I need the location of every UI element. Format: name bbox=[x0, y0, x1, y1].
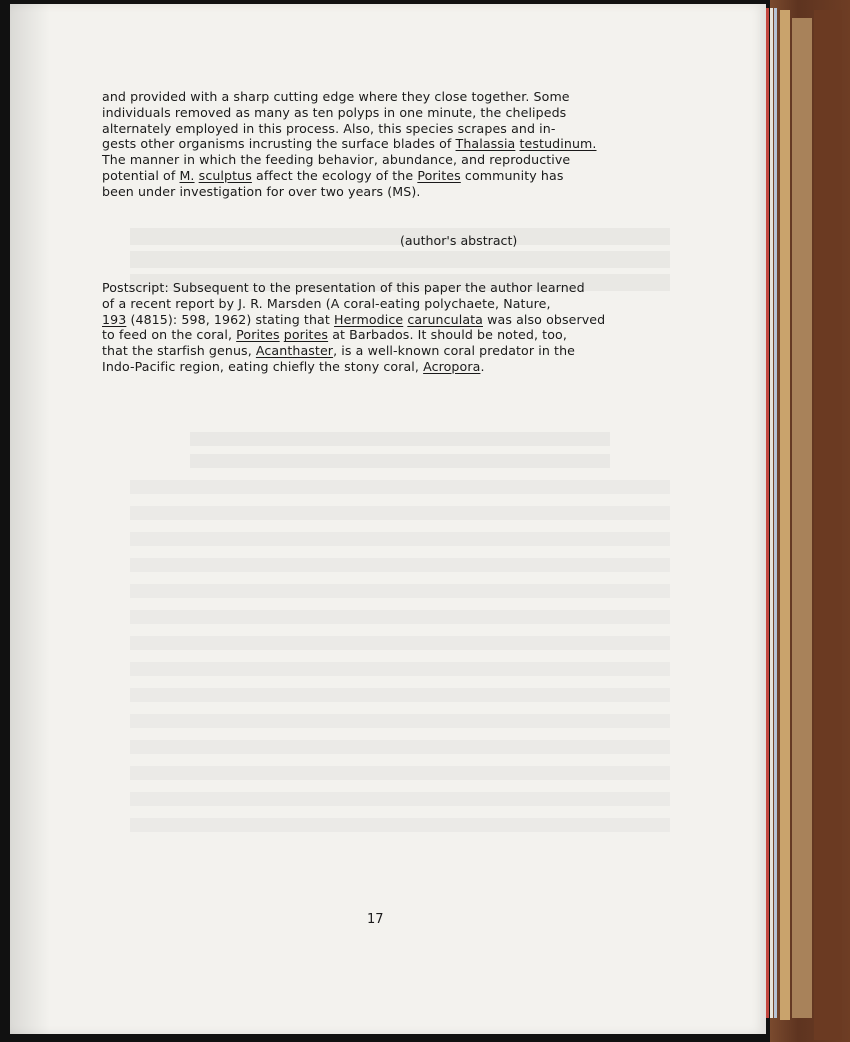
text-line: individuals removed as many as ten polyps in one minute, the chelipeds bbox=[102, 104, 567, 120]
text-line: to feed on the coral, Porites porites at Barbados. It should be noted, too, bbox=[102, 327, 567, 343]
underlined-term: porites bbox=[283, 327, 329, 343]
page-stack-edge-2 bbox=[792, 18, 812, 1018]
underlined-term: Thalassia bbox=[455, 136, 516, 152]
text-line: alternately employed in this process. Also, this species scrapes and in- bbox=[102, 120, 556, 136]
text-line: of a recent report by J. R. Marsden (A coral-eating polychaete, Nature, bbox=[102, 295, 551, 311]
underlined-term: sculptus bbox=[198, 167, 252, 183]
text-line: Indo-Pacific region, eating chiefly the stony coral, Acropora. bbox=[102, 358, 485, 374]
text-line: Postscript: Subsequent to the presentation of this paper the author learned bbox=[102, 280, 585, 295]
page-number: 17 bbox=[367, 912, 384, 927]
text-line: and provided with a sharp cutting edge where they close together. Some bbox=[102, 89, 570, 104]
underlined-term: Acropora bbox=[423, 358, 481, 374]
abstract-attribution: (author's abstract) bbox=[400, 233, 518, 248]
underlined-term: 193 bbox=[102, 311, 127, 327]
postscript-paragraph bbox=[102, 280, 647, 375]
underlined-term: Hermodice bbox=[334, 311, 404, 327]
underlined-term: Porites bbox=[417, 167, 461, 183]
text-line: The manner in which the feeding behavior, abundance, and reproductive bbox=[102, 152, 571, 168]
binding-board bbox=[814, 10, 842, 1040]
underlined-term: carunculata bbox=[407, 311, 483, 327]
page-edge-red bbox=[766, 8, 769, 1018]
text-line: gests other organisms incrusting the surface blades of Thalassia testudinum. bbox=[102, 136, 597, 152]
page-edge-light bbox=[770, 8, 773, 1018]
text-line: been under investigation for over two years (MS). bbox=[102, 183, 421, 199]
text-line: 193 (4815): 598, 1962) stating that Hermodice carunculata was also observed bbox=[102, 311, 606, 327]
underlined-term: testudinum. bbox=[519, 136, 597, 152]
text-line: that the starfish genus, Acanthaster, is a well-known coral predator in the bbox=[102, 343, 575, 359]
text-line: potential of M. sculptus affect the ecology of the Porites community has bbox=[102, 167, 564, 183]
page-stack-edge bbox=[780, 10, 790, 1020]
underlined-term: Acanthaster bbox=[255, 343, 334, 359]
show-through-text-2 bbox=[130, 424, 670, 844]
abstract-paragraph bbox=[102, 89, 647, 200]
page-edge-blue bbox=[774, 8, 777, 1018]
underlined-term: M. bbox=[179, 167, 195, 183]
underlined-term: Porites bbox=[236, 327, 280, 343]
